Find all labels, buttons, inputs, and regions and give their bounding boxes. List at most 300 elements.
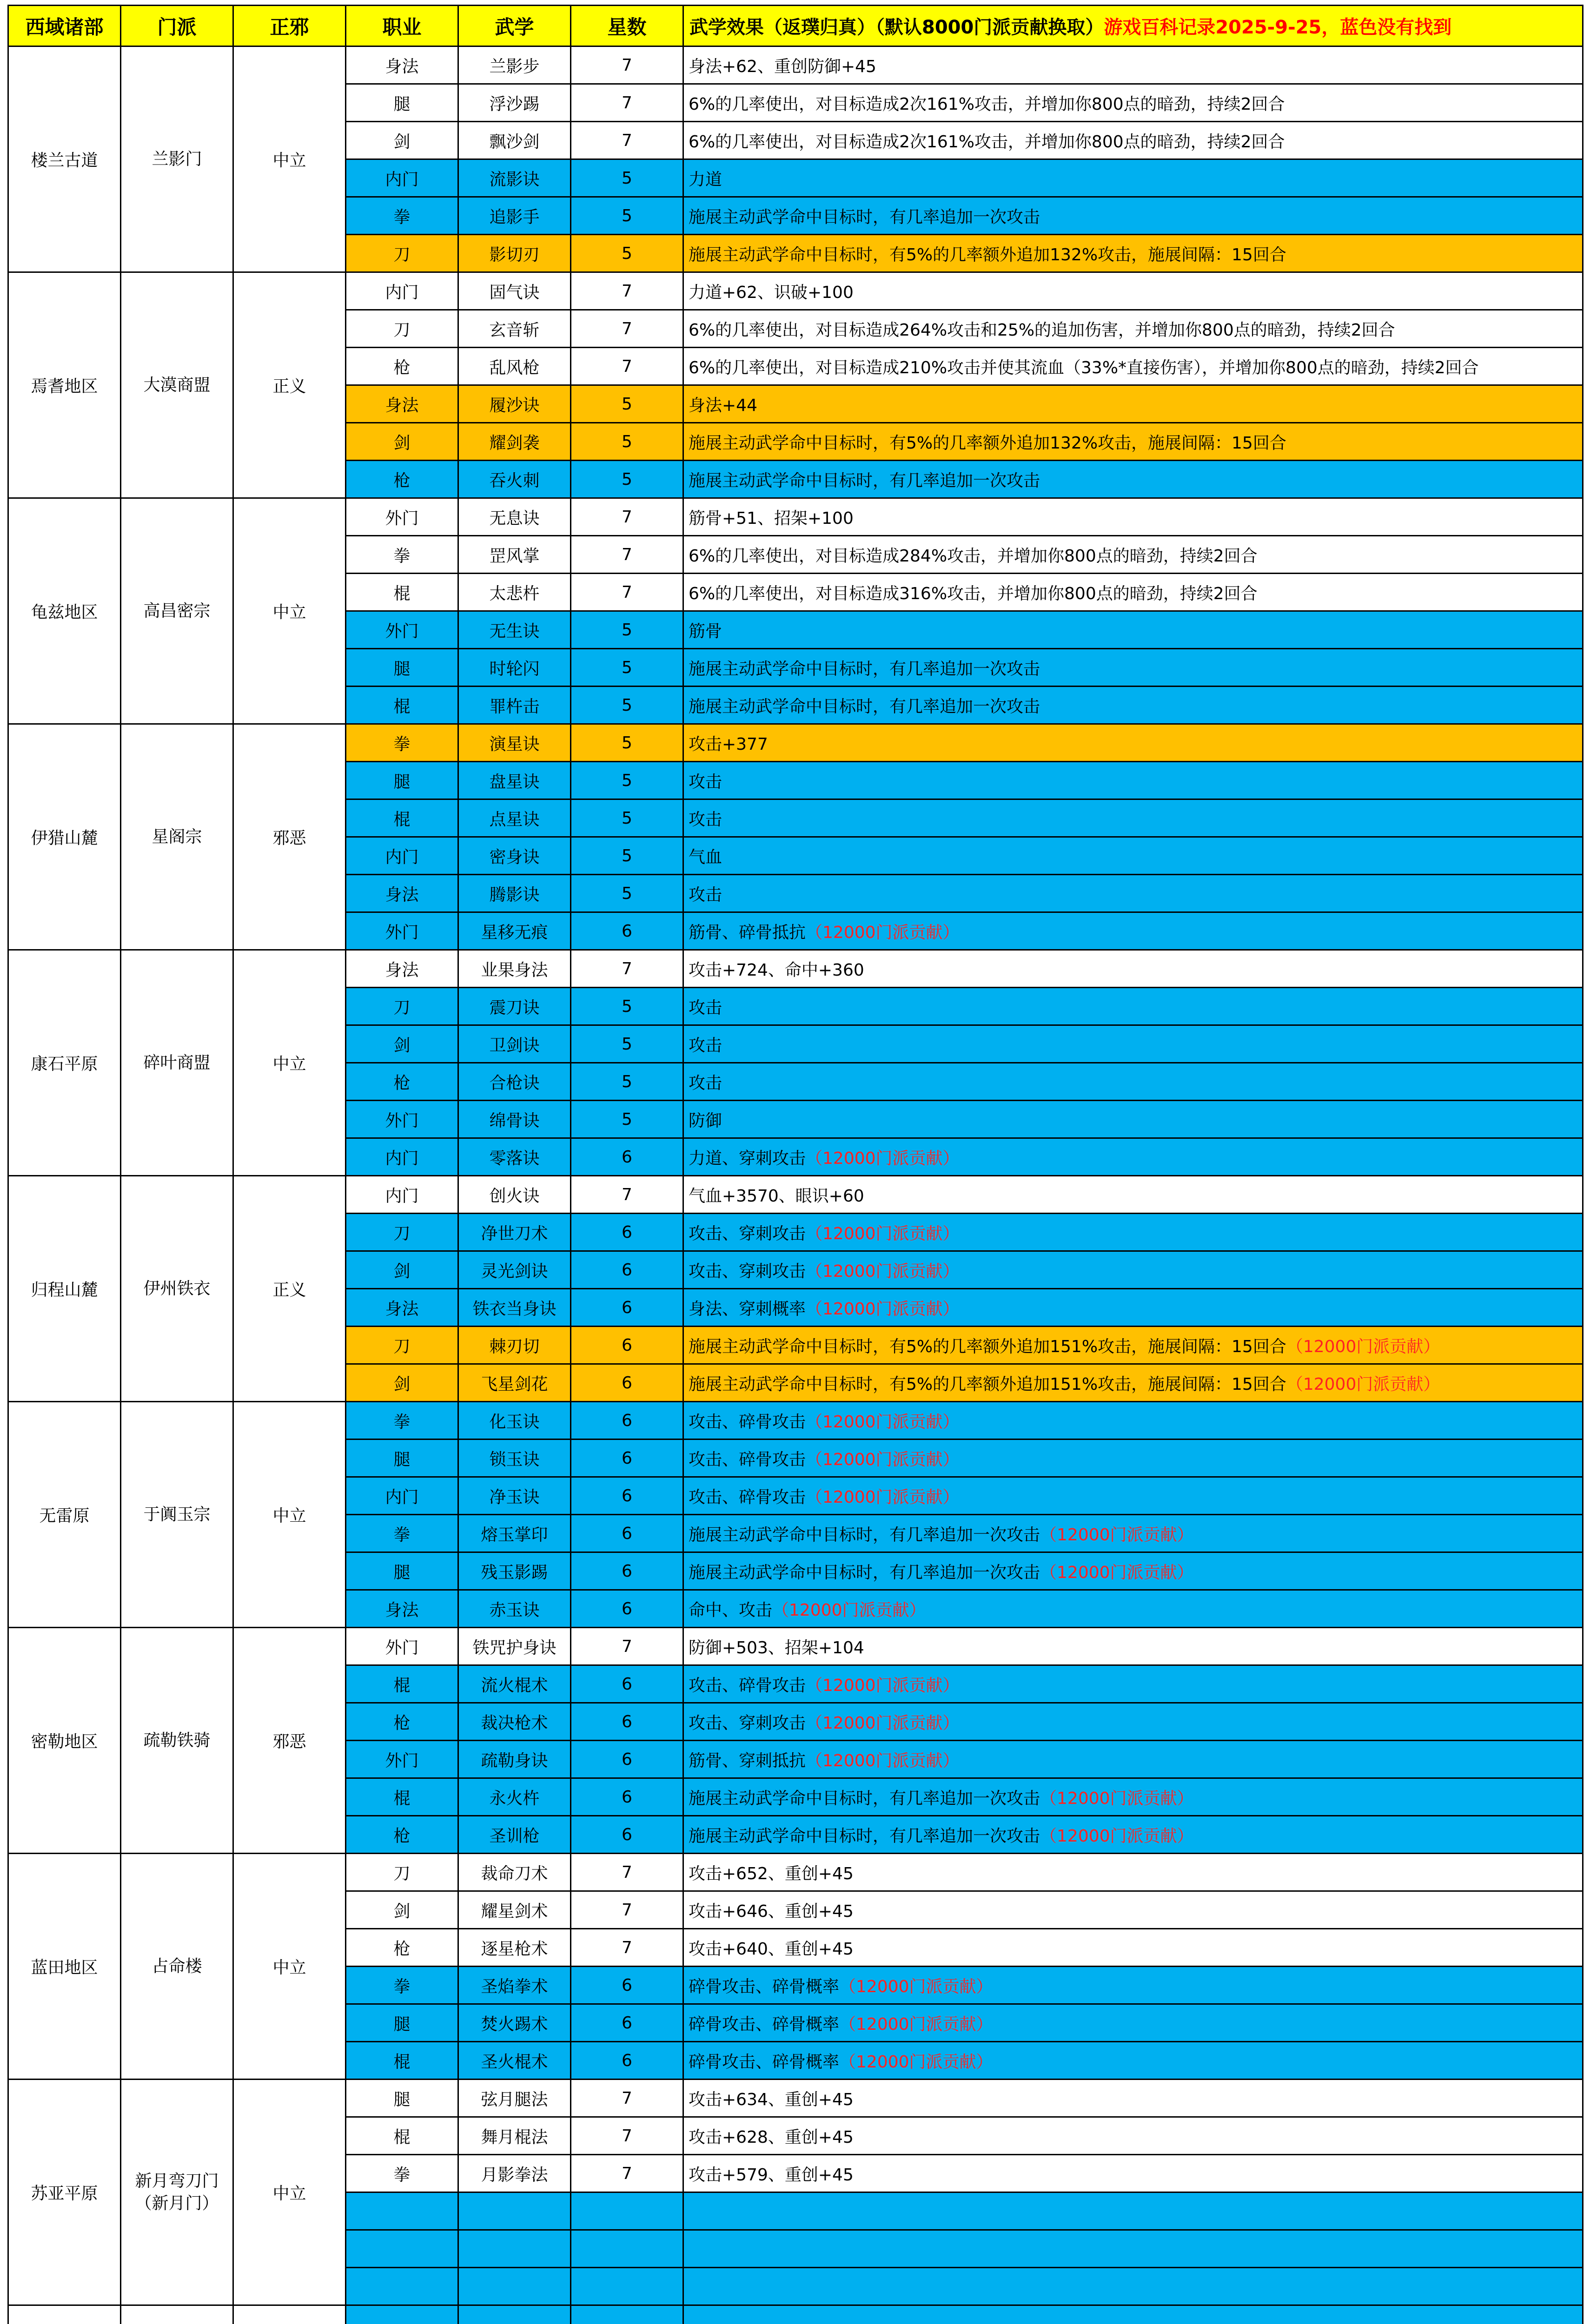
skill-cell: 逐星枪术 bbox=[458, 1929, 571, 1967]
stars-cell: 5 bbox=[571, 385, 683, 423]
sect-cell: 疏勒铁骑 bbox=[121, 1628, 233, 1854]
table-row bbox=[8, 272, 1583, 310]
alignment-cell: 中立 bbox=[233, 1854, 346, 2080]
stars-cell: 5 bbox=[571, 837, 683, 875]
effect-text: 6%的几率使出，对目标造成316%攻击，并增加你800点的暗劲，持续2回合 bbox=[689, 584, 1258, 603]
alignment-cell: 中立 bbox=[233, 498, 346, 724]
region-cell: 密勒地区 bbox=[8, 1628, 121, 1854]
effect-text: 6%的几率使出，对目标造成2次161%攻击，并增加你800点的暗劲，持续2回合 bbox=[689, 132, 1285, 152]
skill-cell: 铁衣当身诀 bbox=[458, 1289, 571, 1327]
effect-cell bbox=[683, 1816, 1583, 1854]
stars-cell: 7 bbox=[571, 2080, 683, 2117]
stars-cell: 6 bbox=[571, 912, 683, 950]
skill-cell: 月影拳法 bbox=[458, 2155, 571, 2192]
class-cell: 枪 bbox=[346, 1929, 458, 1967]
effect-text: 筋骨+51、招架+100 bbox=[689, 508, 854, 528]
effect-cell bbox=[683, 348, 1583, 385]
contribution-note: （12000门派贡献） bbox=[806, 1487, 960, 1507]
skill-cell bbox=[458, 2268, 571, 2305]
class-cell: 枪 bbox=[346, 461, 458, 498]
effect-text: 攻击+652、重创+45 bbox=[689, 1864, 854, 1883]
skill-cell: 裁决枪术 bbox=[458, 1703, 571, 1741]
table-row bbox=[8, 724, 1583, 762]
stars-cell: 7 bbox=[571, 1628, 683, 1665]
effect-text: 筋骨、碎骨抵抗 bbox=[689, 923, 806, 942]
stars-cell: 7 bbox=[571, 310, 683, 348]
effect-cell bbox=[683, 1929, 1583, 1967]
skill-cell: 密身诀 bbox=[458, 837, 571, 875]
contribution-note: （12000门派贡献） bbox=[806, 1450, 960, 1469]
skill-cell: 盘星诀 bbox=[458, 762, 571, 799]
effect-text: 攻击 bbox=[689, 772, 722, 792]
alignment-cell: 中立 bbox=[233, 2080, 346, 2305]
skill-cell: 弦月腿法 bbox=[458, 2080, 571, 2117]
skill-cell: 履沙诀 bbox=[458, 385, 571, 423]
contribution-note: （12000门派贡献） bbox=[806, 1412, 960, 1432]
stars-cell: 6 bbox=[571, 1477, 683, 1515]
effect-cell bbox=[683, 1741, 1583, 1778]
stars-cell bbox=[571, 2192, 683, 2230]
class-cell: 外门 bbox=[346, 1101, 458, 1138]
skills-table bbox=[7, 5, 1583, 2324]
class-cell: 棍 bbox=[346, 1665, 458, 1703]
region-cell: 康石平原 bbox=[8, 950, 121, 1176]
class-cell: 外门 bbox=[346, 498, 458, 536]
effect-text: 气血 bbox=[689, 847, 722, 867]
alignment-cell bbox=[233, 2305, 346, 2324]
effect-cell bbox=[683, 536, 1583, 574]
class-cell: 剑 bbox=[346, 122, 458, 159]
skill-cell: 玄音斩 bbox=[458, 310, 571, 348]
skill-cell: 乱风枪 bbox=[458, 348, 571, 385]
stars-cell: 7 bbox=[571, 46, 683, 84]
effect-cell bbox=[683, 1439, 1583, 1477]
class-cell: 棍 bbox=[346, 799, 458, 837]
class-cell: 腿 bbox=[346, 2004, 458, 2042]
class-cell: 身法 bbox=[346, 385, 458, 423]
effect-text: 攻击、碎骨攻击 bbox=[689, 1450, 806, 1469]
effect-cell bbox=[683, 1628, 1583, 1665]
stars-cell bbox=[571, 2230, 683, 2268]
class-cell: 剑 bbox=[346, 1364, 458, 1402]
effect-text: 6%的几率使出，对目标造成210%攻击并使其流血（33%*直接伤害），并增加你800点的暗劲，持续2回合 bbox=[689, 358, 1479, 377]
class-cell bbox=[346, 2268, 458, 2305]
effect-cell bbox=[683, 611, 1583, 649]
class-cell bbox=[346, 2305, 458, 2324]
class-cell: 内门 bbox=[346, 272, 458, 310]
effect-cell bbox=[683, 2230, 1583, 2268]
contribution-note: （12000门派贡献） bbox=[806, 1224, 960, 1243]
stars-cell: 5 bbox=[571, 799, 683, 837]
skill-cell: 业果身法 bbox=[458, 950, 571, 988]
skill-cell: 兰影步 bbox=[458, 46, 571, 84]
contribution-note: （12000门派贡献） bbox=[806, 1751, 960, 1770]
skill-cell: 罡风掌 bbox=[458, 536, 571, 574]
alignment-cell: 正义 bbox=[233, 272, 346, 498]
table-row bbox=[8, 1176, 1583, 1214]
stars-cell: 7 bbox=[571, 272, 683, 310]
class-cell: 刀 bbox=[346, 310, 458, 348]
stars-cell: 5 bbox=[571, 762, 683, 799]
header-stars: 星数 bbox=[571, 6, 683, 46]
effect-cell bbox=[683, 1138, 1583, 1176]
skill-cell: 裁命刀术 bbox=[458, 1854, 571, 1891]
contribution-note: （12000门派贡献） bbox=[806, 1676, 960, 1695]
skill-cell: 灵光剑诀 bbox=[458, 1251, 571, 1289]
effect-text: 力道+62、识破+100 bbox=[689, 283, 854, 302]
effect-text: 6%的几率使出，对目标造成2次161%攻击，并增加你800点的暗劲，持续2回合 bbox=[689, 94, 1285, 114]
stars-cell: 7 bbox=[571, 1929, 683, 1967]
effect-cell bbox=[683, 950, 1583, 988]
stars-cell: 5 bbox=[571, 197, 683, 235]
stars-cell: 6 bbox=[571, 1402, 683, 1439]
skill-cell: 腾影诀 bbox=[458, 875, 571, 912]
stars-cell: 5 bbox=[571, 875, 683, 912]
effect-text: 身法+44 bbox=[689, 396, 757, 415]
effect-cell bbox=[683, 1515, 1583, 1552]
effect-text: 攻击+377 bbox=[689, 734, 768, 754]
stars-cell: 6 bbox=[571, 1138, 683, 1176]
table-row bbox=[8, 498, 1583, 536]
skill-cell: 星移无痕 bbox=[458, 912, 571, 950]
effect-text: 施展主动武学命中目标时，有几率追加一次攻击 bbox=[689, 697, 1040, 716]
skill-cell: 净玉诀 bbox=[458, 1477, 571, 1515]
effect-cell bbox=[683, 2004, 1583, 2042]
effect-cell bbox=[683, 84, 1583, 122]
effect-text: 攻击+640、重创+45 bbox=[689, 1939, 854, 1959]
stars-cell: 5 bbox=[571, 159, 683, 197]
effect-text: 攻击 bbox=[689, 1036, 722, 1055]
skill-cell: 震刀诀 bbox=[458, 988, 571, 1025]
stars-cell: 7 bbox=[571, 1891, 683, 1929]
effect-text: 攻击、穿刺攻击 bbox=[689, 1261, 806, 1281]
effect-text: 施展主动武学命中目标时，有几率追加一次攻击 bbox=[689, 659, 1040, 679]
table-row bbox=[8, 950, 1583, 988]
effect-text: 命中、攻击 bbox=[689, 1600, 773, 1620]
effect-text: 施展主动武学命中目标时，有几率追加一次攻击 bbox=[689, 1826, 1040, 1846]
effect-cell bbox=[683, 310, 1583, 348]
stars-cell: 6 bbox=[571, 1327, 683, 1364]
class-cell: 身法 bbox=[346, 46, 458, 84]
class-cell: 身法 bbox=[346, 875, 458, 912]
region-cell: 楼兰古道 bbox=[8, 46, 121, 272]
class-cell: 外门 bbox=[346, 611, 458, 649]
effect-text: 身法、穿刺概率 bbox=[689, 1299, 806, 1319]
stars-cell: 6 bbox=[571, 1967, 683, 2004]
effect-cell bbox=[683, 1552, 1583, 1590]
class-cell: 腿 bbox=[346, 1439, 458, 1477]
class-cell: 拳 bbox=[346, 724, 458, 762]
effect-cell bbox=[683, 1477, 1583, 1515]
header-class: 职业 bbox=[346, 6, 458, 46]
skill-cell: 永火杵 bbox=[458, 1778, 571, 1816]
class-cell: 刀 bbox=[346, 1327, 458, 1364]
effect-cell bbox=[683, 122, 1583, 159]
region-cell: 伊猎山麓 bbox=[8, 724, 121, 950]
effect-cell bbox=[683, 197, 1583, 235]
class-cell: 剑 bbox=[346, 423, 458, 461]
header-effect-label: 武学效果（返璞归真）（默认8000门派贡献换取） bbox=[689, 17, 1104, 38]
class-cell: 棍 bbox=[346, 687, 458, 724]
class-cell: 外门 bbox=[346, 1628, 458, 1665]
effect-cell bbox=[683, 272, 1583, 310]
stars-cell: 6 bbox=[571, 1364, 683, 1402]
header-region: 西域诸部 bbox=[8, 6, 121, 46]
effect-cell bbox=[683, 1251, 1583, 1289]
effect-text: 身法+62、重创防御+45 bbox=[689, 57, 876, 76]
class-cell: 拳 bbox=[346, 1515, 458, 1552]
contribution-note: （12000门派贡献） bbox=[806, 1149, 960, 1168]
effect-text: 防御+503、招架+104 bbox=[689, 1638, 864, 1657]
header-row bbox=[8, 6, 1583, 46]
table-row bbox=[8, 2080, 1583, 2117]
contribution-note: （12000门派贡献） bbox=[806, 923, 960, 942]
class-cell: 枪 bbox=[346, 1816, 458, 1854]
effect-cell bbox=[683, 235, 1583, 272]
effect-cell bbox=[683, 2155, 1583, 2192]
stars-cell: 7 bbox=[571, 1176, 683, 1214]
skill-cell bbox=[458, 2305, 571, 2324]
effect-cell bbox=[683, 1327, 1583, 1364]
effect-cell bbox=[683, 1665, 1583, 1703]
effect-text: 攻击 bbox=[689, 1073, 722, 1093]
sect-cell: 新月弯刀门（新月门） bbox=[121, 2080, 233, 2305]
effect-cell bbox=[683, 1289, 1583, 1327]
region-cell: 归程山麓 bbox=[8, 1176, 121, 1402]
class-cell: 刀 bbox=[346, 235, 458, 272]
effect-text: 力道、穿刺攻击 bbox=[689, 1149, 806, 1168]
effect-cell bbox=[683, 498, 1583, 536]
class-cell: 刀 bbox=[346, 1214, 458, 1251]
effect-text: 筋骨 bbox=[689, 621, 722, 641]
header-effect bbox=[683, 6, 1583, 46]
skill-cell: 圣火棍术 bbox=[458, 2042, 571, 2080]
contribution-note: （12000门派贡献） bbox=[1040, 1525, 1194, 1545]
effect-cell bbox=[683, 1854, 1583, 1891]
effect-cell bbox=[683, 2117, 1583, 2155]
effect-cell bbox=[683, 1891, 1583, 1929]
effect-text: 攻击+646、重创+45 bbox=[689, 1901, 854, 1921]
contribution-note: （12000门派贡献） bbox=[1286, 1374, 1440, 1394]
effect-text: 攻击、碎骨攻击 bbox=[689, 1676, 806, 1695]
effect-cell bbox=[683, 799, 1583, 837]
contribution-note: （12000门派贡献） bbox=[1040, 1563, 1194, 1582]
header-sect: 门派 bbox=[121, 6, 233, 46]
effect-cell bbox=[683, 46, 1583, 84]
effect-cell bbox=[683, 461, 1583, 498]
skill-cell: 化玉诀 bbox=[458, 1402, 571, 1439]
effect-cell bbox=[683, 2042, 1583, 2080]
skill-cell: 圣训枪 bbox=[458, 1816, 571, 1854]
stars-cell: 5 bbox=[571, 461, 683, 498]
effect-text: 气血+3570、眼识+60 bbox=[689, 1186, 864, 1206]
effect-text: 碎骨攻击、碎骨概率 bbox=[689, 2014, 840, 2034]
skill-cell bbox=[458, 2192, 571, 2230]
contribution-note: （12000门派贡献） bbox=[1040, 1826, 1194, 1846]
sect-cell: 于阗玉宗 bbox=[121, 1402, 233, 1628]
sect-cell: 大漠商盟 bbox=[121, 272, 233, 498]
sect-cell: 碎叶商盟 bbox=[121, 950, 233, 1176]
alignment-cell: 邪恶 bbox=[233, 1628, 346, 1854]
alignment-cell: 邪恶 bbox=[233, 724, 346, 950]
skill-cell: 无生诀 bbox=[458, 611, 571, 649]
skill-cell: 赤玉诀 bbox=[458, 1590, 571, 1628]
contribution-note: （12000门派贡献） bbox=[772, 1600, 926, 1620]
stars-cell: 5 bbox=[571, 687, 683, 724]
effect-cell bbox=[683, 762, 1583, 799]
class-cell: 刀 bbox=[346, 1854, 458, 1891]
class-cell: 外门 bbox=[346, 912, 458, 950]
effect-text: 攻击 bbox=[689, 810, 722, 829]
skill-cell: 锁玉诀 bbox=[458, 1439, 571, 1477]
effect-text: 攻击+628、重创+45 bbox=[689, 2127, 854, 2147]
skill-cell: 追影手 bbox=[458, 197, 571, 235]
effect-cell bbox=[683, 649, 1583, 687]
effect-cell bbox=[683, 1063, 1583, 1101]
class-cell: 腿 bbox=[346, 2080, 458, 2117]
stars-cell: 5 bbox=[571, 1063, 683, 1101]
class-cell bbox=[346, 2230, 458, 2268]
region-cell: 龟兹地区 bbox=[8, 498, 121, 724]
skill-cell: 时轮闪 bbox=[458, 649, 571, 687]
stars-cell: 6 bbox=[571, 1251, 683, 1289]
effect-text: 施展主动武学命中目标时，有5%的几率额外追加151%攻击，施展间隔：15回合 bbox=[689, 1337, 1286, 1356]
stars-cell: 6 bbox=[571, 1665, 683, 1703]
effect-text: 攻击、穿刺攻击 bbox=[689, 1224, 806, 1243]
effect-cell bbox=[683, 423, 1583, 461]
stars-cell: 7 bbox=[571, 1854, 683, 1891]
class-cell: 内门 bbox=[346, 1176, 458, 1214]
skill-cell: 耀星剑术 bbox=[458, 1891, 571, 1929]
stars-cell: 7 bbox=[571, 574, 683, 611]
class-cell: 剑 bbox=[346, 1891, 458, 1929]
class-cell: 枪 bbox=[346, 1063, 458, 1101]
alignment-cell: 中立 bbox=[233, 46, 346, 272]
stars-cell: 7 bbox=[571, 122, 683, 159]
class-cell bbox=[346, 2192, 458, 2230]
effect-cell bbox=[683, 1101, 1583, 1138]
class-cell: 身法 bbox=[346, 1590, 458, 1628]
contribution-note: （12000门派贡献） bbox=[839, 2052, 993, 2072]
header-skill: 武学 bbox=[458, 6, 571, 46]
class-cell: 枪 bbox=[346, 348, 458, 385]
skill-cell: 演星诀 bbox=[458, 724, 571, 762]
stars-cell: 6 bbox=[571, 2042, 683, 2080]
class-cell: 棍 bbox=[346, 574, 458, 611]
class-cell: 腿 bbox=[346, 649, 458, 687]
stars-cell: 7 bbox=[571, 84, 683, 122]
effect-cell bbox=[683, 1778, 1583, 1816]
effect-cell bbox=[683, 988, 1583, 1025]
class-cell: 剑 bbox=[346, 1251, 458, 1289]
contribution-note: （12000门派贡献） bbox=[839, 1977, 993, 1996]
stars-cell: 6 bbox=[571, 1515, 683, 1552]
skill-cell: 棘刃切 bbox=[458, 1327, 571, 1364]
sect-cell: 高昌密宗 bbox=[121, 498, 233, 724]
skill-cell: 飞星剑花 bbox=[458, 1364, 571, 1402]
sect-cell: 伊州铁衣 bbox=[121, 1176, 233, 1402]
region-cell: 无雷原 bbox=[8, 1402, 121, 1628]
stars-cell: 7 bbox=[571, 2155, 683, 2192]
table-row bbox=[8, 1402, 1583, 1439]
effect-cell bbox=[683, 912, 1583, 950]
effect-text: 施展主动武学命中目标时，有几率追加一次攻击 bbox=[689, 207, 1040, 227]
stars-cell: 5 bbox=[571, 649, 683, 687]
class-cell: 拳 bbox=[346, 1402, 458, 1439]
sect-cell bbox=[121, 2305, 233, 2324]
effect-cell bbox=[683, 1214, 1583, 1251]
stars-cell: 6 bbox=[571, 1816, 683, 1854]
skill-cell: 焚火踢术 bbox=[458, 2004, 571, 2042]
stars-cell: 7 bbox=[571, 2117, 683, 2155]
effect-text: 攻击、碎骨攻击 bbox=[689, 1412, 806, 1432]
effect-cell bbox=[683, 687, 1583, 724]
region-cell: 焉耆地区 bbox=[8, 272, 121, 498]
stars-cell: 7 bbox=[571, 950, 683, 988]
header-note: 游戏百科记录2025-9-25，蓝色没有找到 bbox=[1104, 17, 1452, 38]
skill-cell bbox=[458, 2230, 571, 2268]
effect-cell bbox=[683, 1025, 1583, 1063]
effect-text: 碎骨攻击、碎骨概率 bbox=[689, 1977, 840, 1996]
effect-cell bbox=[683, 1590, 1583, 1628]
skill-cell: 吞火刺 bbox=[458, 461, 571, 498]
effect-text: 防御 bbox=[689, 1111, 722, 1130]
stars-cell: 5 bbox=[571, 611, 683, 649]
stars-cell: 5 bbox=[571, 724, 683, 762]
class-cell: 内门 bbox=[346, 1138, 458, 1176]
skill-cell: 创火诀 bbox=[458, 1176, 571, 1214]
effect-text: 6%的几率使出，对目标造成284%攻击，并增加你800点的暗劲，持续2回合 bbox=[689, 546, 1258, 566]
effect-text: 施展主动武学命中目标时，有5%的几率额外追加151%攻击，施展间隔：15回合 bbox=[689, 1374, 1286, 1394]
table-body bbox=[8, 46, 1583, 2324]
class-cell: 内门 bbox=[346, 837, 458, 875]
effect-text: 攻击 bbox=[689, 885, 722, 905]
skill-cell: 飘沙剑 bbox=[458, 122, 571, 159]
class-cell: 腿 bbox=[346, 84, 458, 122]
stars-cell: 7 bbox=[571, 536, 683, 574]
effect-cell bbox=[683, 1176, 1583, 1214]
stars-cell: 7 bbox=[571, 348, 683, 385]
alignment-cell: 中立 bbox=[233, 950, 346, 1176]
stars-cell: 6 bbox=[571, 1289, 683, 1327]
effect-text: 攻击+634、重创+45 bbox=[689, 2090, 854, 2109]
effect-cell bbox=[683, 837, 1583, 875]
skill-cell: 合枪诀 bbox=[458, 1063, 571, 1101]
effect-text: 施展主动武学命中目标时，有几率追加一次攻击 bbox=[689, 1563, 1040, 1582]
effect-text: 施展主动武学命中目标时，有5%的几率额外追加132%攻击，施展间隔：15回合 bbox=[689, 433, 1286, 453]
contribution-note: （12000门派贡献） bbox=[806, 1713, 960, 1733]
class-cell: 棍 bbox=[346, 2117, 458, 2155]
stars-cell: 5 bbox=[571, 235, 683, 272]
sect-cell: 兰影门 bbox=[121, 46, 233, 272]
skill-cell: 罪杵击 bbox=[458, 687, 571, 724]
skill-cell: 零落诀 bbox=[458, 1138, 571, 1176]
contribution-note: （12000门派贡献） bbox=[839, 2014, 993, 2034]
effect-cell bbox=[683, 2268, 1583, 2305]
skill-cell: 残玉影踢 bbox=[458, 1552, 571, 1590]
effect-cell bbox=[683, 1402, 1583, 1439]
skill-cell: 固气诀 bbox=[458, 272, 571, 310]
contribution-note: （12000门派贡献） bbox=[806, 1299, 960, 1319]
class-cell: 拳 bbox=[346, 197, 458, 235]
alignment-cell: 中立 bbox=[233, 1402, 346, 1628]
effect-text: 施展主动武学命中目标时，有5%的几率额外追加132%攻击，施展间隔：15回合 bbox=[689, 245, 1286, 264]
region-cell: 苏亚平原 bbox=[8, 2080, 121, 2305]
effect-text: 筋骨、穿刺抵抗 bbox=[689, 1751, 806, 1770]
class-cell: 身法 bbox=[346, 950, 458, 988]
skill-cell: 铁咒护身诀 bbox=[458, 1628, 571, 1665]
stars-cell: 5 bbox=[571, 1101, 683, 1138]
